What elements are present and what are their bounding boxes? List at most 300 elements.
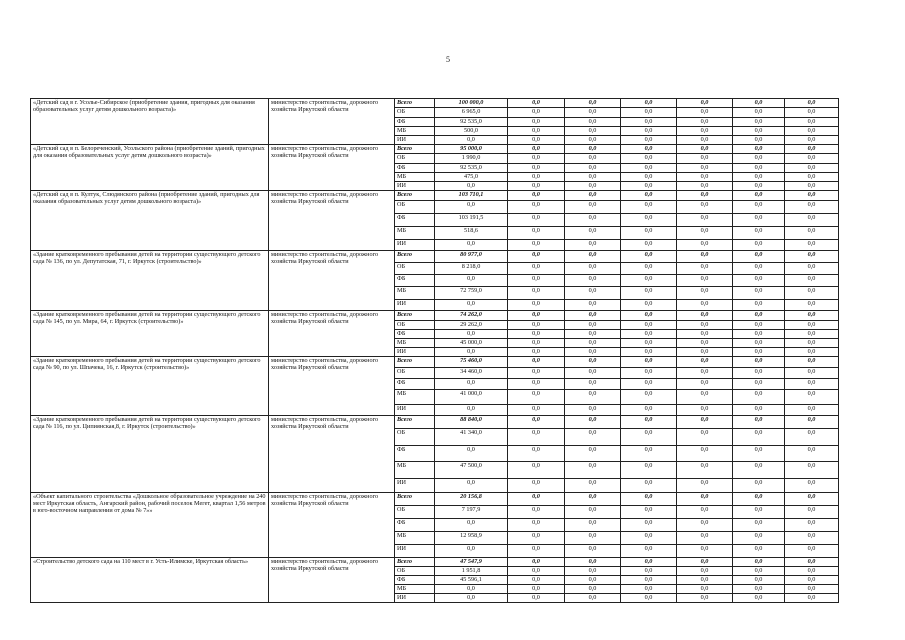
amount-cell: 0,0	[435, 348, 508, 357]
amount-cell: 0,0	[785, 99, 839, 108]
amount-cell: 0,0	[677, 240, 733, 251]
funding-source: МБ	[395, 227, 435, 240]
funding-source: Всего	[395, 251, 435, 263]
amount-cell: 0,0	[621, 201, 677, 214]
amount-cell: 0,0	[565, 275, 621, 287]
amount-cell: 0,0	[677, 390, 733, 405]
amount-cell: 0,0	[785, 251, 839, 263]
amount-cell: 0,0	[621, 576, 677, 585]
amount-cell: 0,0	[733, 390, 785, 405]
amount-cell: 0,0	[677, 567, 733, 576]
amount-cell: 0,0	[435, 405, 508, 416]
amount-cell: 0,0	[733, 379, 785, 390]
amount-cell: 0,0	[677, 357, 733, 368]
funding-source: ФБ	[395, 275, 435, 287]
amount-cell: 0,0	[677, 558, 733, 567]
amount-cell: 0,0	[621, 585, 677, 594]
amount-cell: 0,0	[677, 519, 733, 532]
funding-source: ИИ	[395, 182, 435, 191]
amount-cell: 0,0	[565, 173, 621, 182]
amount-cell: 0,0	[677, 339, 733, 348]
amount-cell: 0,0	[677, 379, 733, 390]
amount-cell: 0,0	[785, 191, 839, 201]
amount-cell: 0,0	[621, 330, 677, 339]
amount-cell: 0,0	[733, 576, 785, 585]
amount-cell: 0,0	[565, 379, 621, 390]
amount-cell: 8 218,0	[435, 263, 508, 275]
amount-cell: 0,0	[565, 339, 621, 348]
funding-source: ИИ	[395, 348, 435, 357]
amount-cell: 0,0	[677, 300, 733, 311]
amount-cell: 0,0	[785, 173, 839, 182]
amount-cell: 0,0	[621, 287, 677, 300]
amount-cell: 0,0	[435, 479, 508, 493]
amount-cell: 0,0	[677, 182, 733, 191]
amount-cell: 1 990,0	[435, 154, 508, 164]
amount-cell: 0,0	[621, 164, 677, 173]
amount-cell: 0,0	[733, 416, 785, 429]
table-row	[31, 99, 839, 108]
amount-cell: 0,0	[621, 462, 677, 479]
amount-cell: 0,0	[565, 240, 621, 251]
page-number: 5	[446, 55, 450, 64]
executor: министерство строительства, дорожного хозяйства Иркутской области	[269, 251, 395, 311]
amount-cell: 0,0	[785, 275, 839, 287]
amount-cell: 74 262,0	[435, 311, 508, 321]
amount-cell: 0,0	[621, 357, 677, 368]
amount-cell: 0,0	[785, 339, 839, 348]
amount-cell: 0,0	[733, 118, 785, 127]
amount-cell: 0,0	[508, 545, 565, 558]
funding-source: ИИ	[395, 240, 435, 251]
amount-cell: 0,0	[677, 405, 733, 416]
amount-cell: 0,0	[733, 287, 785, 300]
amount-cell: 0,0	[785, 576, 839, 585]
amount-cell: 0,0	[785, 287, 839, 300]
amount-cell: 0,0	[508, 182, 565, 191]
amount-cell: 0,0	[785, 519, 839, 532]
amount-cell: 29 262,0	[435, 321, 508, 330]
funding-source: МБ	[395, 287, 435, 300]
executor: министерство строительства, дорожного хозяйства Иркутской области	[269, 357, 395, 416]
amount-cell: 0,0	[435, 182, 508, 191]
amount-cell: 0,0	[508, 118, 565, 127]
project-name: «Объект капитального строительства «Дошкольное образовательное учреждение на 240 мест Иркутская область, Ангарский район, рабочий поселок Мегет, квартал 1,56 метров в юго-восточном направлении от дома № 7»»	[31, 493, 269, 558]
funding-source: ИИ	[395, 405, 435, 416]
amount-cell: 0,0	[435, 300, 508, 311]
amount-cell: 0,0	[733, 99, 785, 108]
amount-cell: 0,0	[733, 519, 785, 532]
amount-cell: 0,0	[621, 493, 677, 506]
amount-cell: 0,0	[508, 263, 565, 275]
amount-cell: 0,0	[565, 99, 621, 108]
amount-cell: 0,0	[508, 275, 565, 287]
amount-cell: 0,0	[565, 118, 621, 127]
amount-cell: 0,0	[677, 145, 733, 154]
amount-cell: 0,0	[785, 416, 839, 429]
funding-source: Всего	[395, 493, 435, 506]
amount-cell: 0,0	[733, 357, 785, 368]
funding-source: МБ	[395, 173, 435, 182]
amount-cell: 0,0	[435, 446, 508, 462]
amount-cell: 0,0	[785, 357, 839, 368]
project-name: «Здание кратковременного пребывания детей на территории существующего детского сада № 90, по ул. Шпачека, 16, г. Иркутск (строительство)»	[31, 357, 269, 416]
amount-cell: 0,0	[508, 321, 565, 330]
funding-source: Всего	[395, 145, 435, 154]
amount-cell: 0,0	[733, 348, 785, 357]
executor: министерство строительства, дорожного хозяйства Иркутской области	[269, 493, 395, 558]
amount-cell: 0,0	[621, 300, 677, 311]
amount-cell: 0,0	[785, 446, 839, 462]
amount-cell: 0,0	[508, 446, 565, 462]
amount-cell: 0,0	[565, 462, 621, 479]
amount-cell: 0,0	[677, 429, 733, 446]
amount-cell: 0,0	[677, 127, 733, 136]
amount-cell: 1 951,8	[435, 567, 508, 576]
amount-cell: 0,0	[565, 594, 621, 603]
amount-cell: 103 191,5	[435, 214, 508, 227]
amount-cell: 0,0	[508, 532, 565, 545]
amount-cell: 0,0	[677, 99, 733, 108]
funding-source: ОБ	[395, 108, 435, 118]
amount-cell: 0,0	[677, 214, 733, 227]
amount-cell: 0,0	[508, 493, 565, 506]
executor: министерство строительства, дорожного хозяйства Иркутской области	[269, 311, 395, 357]
table-row	[31, 191, 839, 201]
amount-cell: 0,0	[621, 339, 677, 348]
amount-cell: 0,0	[677, 416, 733, 429]
amount-cell: 0,0	[677, 446, 733, 462]
amount-cell: 0,0	[733, 558, 785, 567]
amount-cell: 0,0	[508, 201, 565, 214]
amount-cell: 0,0	[565, 164, 621, 173]
amount-cell: 0,0	[677, 576, 733, 585]
funding-source: МБ	[395, 585, 435, 594]
amount-cell: 0,0	[565, 493, 621, 506]
amount-cell: 0,0	[733, 493, 785, 506]
amount-cell: 0,0	[733, 532, 785, 545]
amount-cell: 0,0	[785, 429, 839, 446]
amount-cell: 0,0	[621, 532, 677, 545]
amount-cell: 0,0	[621, 251, 677, 263]
amount-cell: 92 535,0	[435, 164, 508, 173]
amount-cell: 0,0	[621, 182, 677, 191]
amount-cell: 0,0	[785, 108, 839, 118]
amount-cell: 0,0	[785, 263, 839, 275]
amount-cell: 0,0	[621, 567, 677, 576]
amount-cell: 475,0	[435, 173, 508, 182]
funding-source: ОБ	[395, 429, 435, 446]
funding-source: ИИ	[395, 545, 435, 558]
amount-cell: 0,0	[621, 227, 677, 240]
amount-cell: 100 000,0	[435, 99, 508, 108]
amount-cell: 72 759,0	[435, 287, 508, 300]
amount-cell: 0,0	[785, 558, 839, 567]
amount-cell: 0,0	[565, 567, 621, 576]
funding-source: ИИ	[395, 479, 435, 493]
amount-cell: 0,0	[508, 330, 565, 339]
funding-source: МБ	[395, 532, 435, 545]
amount-cell: 0,0	[677, 462, 733, 479]
amount-cell: 518,6	[435, 227, 508, 240]
amount-cell: 0,0	[508, 300, 565, 311]
amount-cell: 0,0	[677, 321, 733, 330]
amount-cell: 0,0	[785, 545, 839, 558]
amount-cell: 41 340,0	[435, 429, 508, 446]
amount-cell: 0,0	[733, 227, 785, 240]
amount-cell: 0,0	[565, 545, 621, 558]
amount-cell: 0,0	[677, 585, 733, 594]
amount-cell: 0,0	[508, 136, 565, 145]
amount-cell: 45 000,0	[435, 339, 508, 348]
amount-cell: 0,0	[565, 479, 621, 493]
amount-cell: 0,0	[565, 330, 621, 339]
amount-cell: 0,0	[733, 214, 785, 227]
amount-cell: 0,0	[508, 558, 565, 567]
amount-cell: 0,0	[733, 462, 785, 479]
funding-source: ОБ	[395, 154, 435, 164]
amount-cell: 0,0	[733, 321, 785, 330]
funding-source: ОБ	[395, 506, 435, 519]
amount-cell: 0,0	[508, 506, 565, 519]
funding-source: ОБ	[395, 368, 435, 379]
amount-cell: 0,0	[508, 154, 565, 164]
amount-cell: 0,0	[621, 136, 677, 145]
amount-cell: 0,0	[565, 214, 621, 227]
amount-cell: 0,0	[621, 545, 677, 558]
amount-cell: 0,0	[733, 545, 785, 558]
funding-source: Всего	[395, 558, 435, 567]
amount-cell: 0,0	[565, 532, 621, 545]
amount-cell: 0,0	[677, 545, 733, 558]
amount-cell: 0,0	[733, 251, 785, 263]
funding-source: ОБ	[395, 567, 435, 576]
amount-cell: 0,0	[565, 300, 621, 311]
amount-cell: 0,0	[565, 145, 621, 154]
amount-cell: 34 460,0	[435, 368, 508, 379]
amount-cell: 0,0	[785, 300, 839, 311]
amount-cell: 0,0	[733, 405, 785, 416]
amount-cell: 0,0	[508, 585, 565, 594]
amount-cell: 0,0	[785, 567, 839, 576]
amount-cell: 0,0	[508, 594, 565, 603]
amount-cell: 0,0	[508, 567, 565, 576]
funding-source: МБ	[395, 390, 435, 405]
executor: министерство строительства, дорожного хозяйства Иркутской области	[269, 145, 395, 191]
amount-cell: 0,0	[785, 154, 839, 164]
amount-cell: 0,0	[508, 173, 565, 182]
amount-cell: 0,0	[565, 287, 621, 300]
amount-cell: 0,0	[508, 519, 565, 532]
funding-source: ОБ	[395, 321, 435, 330]
amount-cell: 500,0	[435, 127, 508, 136]
funding-source: МБ	[395, 339, 435, 348]
amount-cell: 0,0	[435, 275, 508, 287]
amount-cell: 0,0	[733, 164, 785, 173]
funding-source: Всего	[395, 357, 435, 368]
funding-table	[30, 98, 839, 603]
amount-cell: 0,0	[508, 429, 565, 446]
amount-cell: 0,0	[565, 263, 621, 275]
funding-source: Всего	[395, 191, 435, 201]
amount-cell: 0,0	[785, 506, 839, 519]
amount-cell: 0,0	[565, 136, 621, 145]
amount-cell: 0,0	[565, 405, 621, 416]
amount-cell: 0,0	[565, 416, 621, 429]
amount-cell: 0,0	[565, 348, 621, 357]
amount-cell: 0,0	[435, 330, 508, 339]
amount-cell: 0,0	[621, 594, 677, 603]
amount-cell: 0,0	[508, 251, 565, 263]
amount-cell: 0,0	[733, 275, 785, 287]
amount-cell: 0,0	[733, 300, 785, 311]
table-row	[31, 357, 839, 368]
funding-source: ИИ	[395, 300, 435, 311]
amount-cell: 0,0	[621, 506, 677, 519]
amount-cell: 0,0	[785, 136, 839, 145]
amount-cell: 0,0	[508, 348, 565, 357]
amount-cell: 75 460,0	[435, 357, 508, 368]
amount-cell: 0,0	[621, 429, 677, 446]
amount-cell: 0,0	[435, 545, 508, 558]
amount-cell: 0,0	[508, 576, 565, 585]
amount-cell: 0,0	[565, 519, 621, 532]
amount-cell: 0,0	[785, 405, 839, 416]
funding-source: ФБ	[395, 576, 435, 585]
amount-cell: 0,0	[621, 108, 677, 118]
amount-cell: 0,0	[508, 127, 565, 136]
amount-cell: 0,0	[677, 479, 733, 493]
amount-cell: 0,0	[785, 462, 839, 479]
amount-cell: 0,0	[733, 311, 785, 321]
amount-cell: 0,0	[677, 330, 733, 339]
amount-cell: 0,0	[785, 127, 839, 136]
amount-cell: 0,0	[621, 368, 677, 379]
table-row	[31, 251, 839, 263]
amount-cell: 80 977,0	[435, 251, 508, 263]
funding-source: Всего	[395, 311, 435, 321]
amount-cell: 0,0	[733, 145, 785, 154]
funding-source: ФБ	[395, 519, 435, 532]
amount-cell: 0,0	[435, 240, 508, 251]
amount-cell: 0,0	[621, 416, 677, 429]
amount-cell: 0,0	[785, 585, 839, 594]
amount-cell: 0,0	[733, 154, 785, 164]
amount-cell: 0,0	[785, 182, 839, 191]
funding-source: ФБ	[395, 164, 435, 173]
amount-cell: 0,0	[785, 214, 839, 227]
amount-cell: 0,0	[785, 532, 839, 545]
funding-source: МБ	[395, 462, 435, 479]
amount-cell: 0,0	[733, 368, 785, 379]
amount-cell: 20 156,8	[435, 493, 508, 506]
amount-cell: 0,0	[677, 368, 733, 379]
amount-cell: 0,0	[435, 379, 508, 390]
funding-source: Всего	[395, 416, 435, 429]
amount-cell: 0,0	[733, 585, 785, 594]
amount-cell: 45 596,1	[435, 576, 508, 585]
funding-source: ИИ	[395, 136, 435, 145]
amount-cell: 95 000,0	[435, 145, 508, 154]
amount-cell: 0,0	[621, 379, 677, 390]
amount-cell: 0,0	[677, 263, 733, 275]
amount-cell: 88 840,0	[435, 416, 508, 429]
amount-cell: 0,0	[508, 479, 565, 493]
amount-cell: 0,0	[733, 506, 785, 519]
amount-cell: 0,0	[621, 118, 677, 127]
amount-cell: 0,0	[621, 558, 677, 567]
amount-cell: 0,0	[508, 416, 565, 429]
amount-cell: 7 197,9	[435, 506, 508, 519]
amount-cell: 0,0	[785, 311, 839, 321]
amount-cell: 0,0	[565, 108, 621, 118]
amount-cell: 0,0	[785, 348, 839, 357]
executor: министерство строительства, дорожного хозяйства Иркутской области	[269, 558, 395, 603]
amount-cell: 0,0	[508, 164, 565, 173]
amount-cell: 0,0	[785, 118, 839, 127]
amount-cell: 0,0	[508, 145, 565, 154]
amount-cell: 0,0	[677, 251, 733, 263]
amount-cell: 0,0	[621, 127, 677, 136]
amount-cell: 0,0	[621, 145, 677, 154]
amount-cell: 0,0	[785, 493, 839, 506]
funding-source: ФБ	[395, 446, 435, 462]
amount-cell: 0,0	[785, 330, 839, 339]
amount-cell: 0,0	[677, 275, 733, 287]
amount-cell: 0,0	[733, 173, 785, 182]
funding-source: ФБ	[395, 118, 435, 127]
table-row	[31, 311, 839, 321]
amount-cell: 0,0	[508, 462, 565, 479]
amount-cell: 0,0	[565, 154, 621, 164]
executor: министерство строительства, дорожного хозяйства Иркутской области	[269, 191, 395, 251]
amount-cell: 0,0	[621, 154, 677, 164]
amount-cell: 0,0	[785, 379, 839, 390]
amount-cell: 0,0	[677, 506, 733, 519]
amount-cell: 0,0	[621, 390, 677, 405]
amount-cell: 0,0	[621, 446, 677, 462]
table-row	[31, 145, 839, 154]
amount-cell: 0,0	[621, 311, 677, 321]
amount-cell: 0,0	[733, 182, 785, 191]
amount-cell: 0,0	[508, 214, 565, 227]
project-name: «Здание кратковременного пребывания детей на территории существующего детского сада № 136, по ул. Депутатская, 71, г. Иркутск (строительство)»	[31, 251, 269, 311]
project-name: «Детский сад в г. Усолье-Сибирское (приобретение здания, пригодных для оказания образовательных услуг детям дошкольного возраста)»	[31, 99, 269, 145]
amount-cell: 0,0	[508, 108, 565, 118]
amount-cell: 92 535,0	[435, 118, 508, 127]
amount-cell: 0,0	[435, 519, 508, 532]
funding-source: ОБ	[395, 201, 435, 214]
project-name: «Здание кратковременного пребывания детей на территории существующего детского сада № 116, по ул. Ципиянская,8, г. Иркутск (строительство)»	[31, 416, 269, 493]
amount-cell: 6 965,0	[435, 108, 508, 118]
project-name: «Детский сад в п. Култук, Слюдянского района (приобретение зданий, пригодных для оказания образовательных услуг детям дошкольного возраста)»	[31, 191, 269, 251]
amount-cell: 0,0	[677, 173, 733, 182]
amount-cell: 0,0	[621, 275, 677, 287]
amount-cell: 0,0	[435, 585, 508, 594]
amount-cell: 0,0	[435, 201, 508, 214]
amount-cell: 0,0	[435, 594, 508, 603]
funding-source: МБ	[395, 127, 435, 136]
amount-cell: 0,0	[508, 287, 565, 300]
funding-source: ФБ	[395, 330, 435, 339]
amount-cell: 0,0	[565, 585, 621, 594]
amount-cell: 0,0	[508, 191, 565, 201]
amount-cell: 0,0	[677, 191, 733, 201]
funding-source: ФБ	[395, 214, 435, 227]
amount-cell: 0,0	[508, 405, 565, 416]
amount-cell: 0,0	[621, 263, 677, 275]
amount-cell: 0,0	[565, 251, 621, 263]
